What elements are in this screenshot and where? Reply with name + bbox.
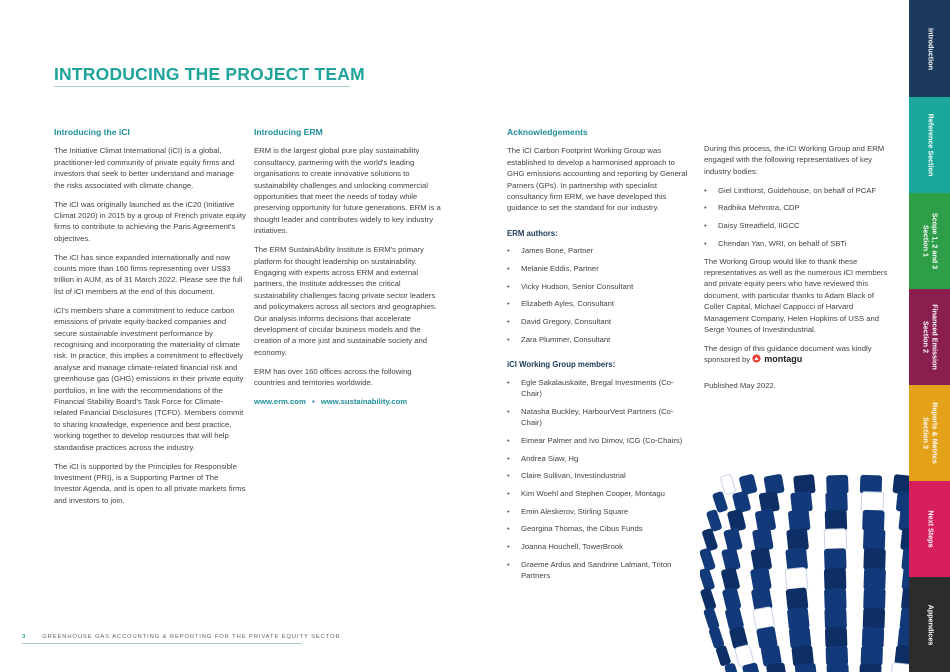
- globe-tile: [824, 608, 847, 630]
- ici-heading: Introducing the iCI: [54, 127, 130, 137]
- list-item: • Claire Sullivan, Investindustrial: [507, 470, 690, 481]
- globe-tile: [720, 567, 740, 592]
- acknowledgements-intro: The iCI Carbon Footprint Working Group was established to develop a harmonised approach to GHG emissions accounting and reporting by General Parners (GPs). In partnership with specialist consultancy firm ERM, we have developed this guidance to set the standard for our industry.: [507, 146, 688, 213]
- globe-tile: [860, 475, 882, 495]
- tab-label: Next Steps: [925, 510, 935, 548]
- tab-label: Appendices: [925, 604, 935, 645]
- erm-authors-heading: ERM authors:: [507, 228, 558, 238]
- globe-tile: [715, 645, 731, 667]
- tab-label: Introduction: [925, 27, 935, 70]
- globe-tile: [708, 626, 725, 649]
- globe-tile: [891, 663, 910, 672]
- globe-tiles: [700, 474, 910, 672]
- ici-paragraph: The iCI has since expanded internationally and now counts more than 160 firms representing over US$3 trillion in AUM, as of 31 March 2022. Please see the full list of iCI members at the end of this document.: [54, 252, 243, 296]
- globe-tile: [824, 548, 847, 571]
- tab-reference-section[interactable]: [909, 97, 950, 193]
- montagu-wordmark: montagu: [764, 354, 803, 365]
- published-date: Published May 2022.: [704, 380, 776, 390]
- globe-tile: [824, 529, 847, 551]
- working-group-list: [507, 377, 690, 582]
- tab-label: Scope 1, 2 and 3 Section 1: [921, 212, 940, 270]
- footer-divider: [22, 643, 302, 644]
- globe-tile: [720, 474, 736, 495]
- sustainability-website-link[interactable]: www.sustainability.com: [320, 397, 408, 407]
- list-item: • Eimear Palmer and Ivo Dimov, ICG (Co-Chairs): [507, 435, 690, 446]
- acknowledgements-section: [507, 127, 690, 588]
- acknowledgements-heading: Acknowledgements: [507, 127, 588, 137]
- tab-label: Reference Section: [925, 113, 935, 177]
- thanks-paragraph: The Working Group would like to thank these representatives as well as the numerous iCI members and private equity peers who have reviewed this document, with particular thanks to Adam Black of Coller Capital, Michael Cappucci of Harvard Management Company, Helen Hopkins of USS and Serge Younes of Investindustrial.: [704, 256, 888, 334]
- globe-tile: [824, 588, 847, 611]
- list-item: • Giel Linthorst, Guidehouse, on behalf of PCAF: [704, 185, 889, 196]
- page-title: INTRODUCING THE PROJECT TEAM: [54, 64, 365, 84]
- working-group-heading: iCI Working Group members:: [507, 360, 616, 370]
- list-item: • Graeme Ardus and Sandrine Lalmant, Triton Partners: [507, 559, 690, 582]
- ici-paragraph: iCI's members share a commitment to reduce carbon emissions of private equity-backed companies and secure sustainable investment performance by recognising and incorporating the materiality of climate risk. In practice, this implies a commitment to effectively analyse and manage climate-related financial risk and greenhouse gas (GHG) emissions in their private equity portfolios, in line with the recommendations of the Financial Stability Board's Task Force for Climate-related Financial Disclosures (TCFD). Members commit to sharing knowledge, experience and best practice, working together to develop resources that will help standardise practices across the industry.: [54, 305, 244, 452]
- globe-tile: [863, 548, 886, 571]
- list-item: • Chendan Yan, WRI, on behalf of SBTi: [704, 238, 889, 249]
- list-item: • Daisy Streatfield, IIGCC: [704, 220, 889, 231]
- erm-authors-list: [507, 245, 690, 345]
- tab-appendices[interactable]: [909, 577, 950, 672]
- sponsor-paragraph: [704, 343, 889, 366]
- list-item: • Zara Plummer, Consultant: [507, 334, 690, 345]
- globe-tile: [863, 529, 886, 551]
- process-intro: During this process, the iCI Working Group and ERM engaged with the following representatives of key industry bodies:: [704, 144, 885, 176]
- list-item: • David Gregory, Consultant: [507, 316, 690, 327]
- ici-paragraph: The Initiative Climat International (iCI) is a global, practitioner-led community of private equity firms and investors that seek to better understand and manage the risks associated with climate change.: [54, 146, 235, 190]
- erm-paragraph: ERM is the largest global pure play sustainability consultancy, partnering with the world's leading organisations to create innovative solutions to sustainability challenges and unlocking commercial opportunities that meet the needs of today while preserving opportunity for future generations. ERM is a thought leader and contributes widely to key industry initiatives.: [254, 146, 441, 236]
- list-item: • Egle Sakalauskaite, Bregal Investments (Co-Chair): [507, 377, 690, 400]
- list-item: • Radhika Mehrotra, CDP: [704, 202, 889, 213]
- montagu-logo: [752, 354, 802, 364]
- erm-paragraph: The ERM SustainAbility Institute is ERM's primary platform for thought leadership on sustainability. Engaging with experts across ERM and external partners, the Institute addresses the critical sustainability challenges facing private sector leaders and policymakers across all sectors and geographies. Our analysis informs decisions that accelerate development of circular business models and the creation of a more just and sustainable society and economy.: [254, 245, 437, 357]
- process-section: [704, 143, 889, 399]
- globe-tile: [826, 475, 849, 495]
- globe-tile: [863, 568, 886, 591]
- globe-tile: [825, 492, 848, 513]
- globe-tile: [859, 663, 881, 672]
- globe-graphic: [700, 385, 910, 672]
- tab-next-steps[interactable]: [909, 481, 950, 577]
- list-item: • Natasha Buckley, HarbourVest Partners (Co-Chair): [507, 406, 690, 429]
- globe-tile: [790, 491, 813, 513]
- section-nav: [909, 0, 950, 672]
- tab-label: Financed Emission Section 2: [921, 304, 940, 370]
- list-item: • Melanie Eddis, Partner: [507, 263, 690, 274]
- globe-tile: [863, 588, 886, 611]
- globe-tile: [862, 627, 885, 648]
- footer: [22, 634, 341, 640]
- page-number: 3: [22, 634, 26, 640]
- globe-tile: [700, 567, 715, 591]
- erm-links: [254, 396, 441, 407]
- list-item: • Elizabeth Ayles, Consultant: [507, 298, 690, 309]
- list-item: • James Bone, Partner: [507, 245, 690, 256]
- link-separator: •: [311, 397, 315, 407]
- tab-label: Reports & Metrics Section 3: [921, 402, 940, 464]
- montagu-mark-icon: [752, 354, 761, 363]
- sponsor-text: The design of this guidance document was kindly sponsored by: [704, 343, 872, 365]
- globe-tile: [786, 528, 809, 552]
- list-item: • Emin Aleskerov, Stirling Square: [507, 506, 690, 517]
- globe-tile: [750, 567, 772, 592]
- ici-paragraph: The iCI is supported by the Principles for Responsible Investment (PRI), is a Supporting Partner of The Investor Agenda, and is open to all private markets firms and investors to join.: [54, 461, 246, 505]
- globe-tile: [825, 627, 848, 648]
- list-item: • Kim Woehl and Stephen Cooper, Montagu: [507, 488, 690, 499]
- tab-introduction[interactable]: [909, 0, 950, 97]
- globe-tile: [788, 509, 811, 532]
- globe-tile: [861, 646, 883, 666]
- footer-title: GREENHOUSE GAS ACCOUNTING & REPORTING FOR THE PRIVATE EQUITY SECTOR: [42, 634, 341, 640]
- globe-tile: [785, 567, 808, 591]
- globe-tile: [862, 510, 885, 532]
- ici-section: [54, 127, 246, 514]
- tab-reports-metrics-section-3[interactable]: [909, 385, 950, 481]
- globe-tile: [863, 608, 886, 630]
- tab-scope-section-1[interactable]: [909, 193, 950, 289]
- representatives-list: [704, 185, 889, 250]
- globe-tile: [703, 607, 720, 631]
- globe-tile: [826, 663, 849, 672]
- erm-website-link[interactable]: www.erm.com: [254, 397, 306, 407]
- globe-tile: [701, 528, 718, 552]
- globe-tile: [700, 587, 717, 611]
- ici-paragraph: The iCI was originally launched as the iC20 (Initiative Climat 2020) in 2015 by a group of French private equity firms to contribute to achieving the Paris Agreement's objectives.: [54, 199, 246, 243]
- erm-paragraph: ERM has over 160 offices across the following countries and territories worldwide.: [254, 366, 412, 388]
- globe-tile: [825, 510, 848, 532]
- list-item: • Andrea Siaw, Hg: [507, 453, 690, 464]
- title-divider: [54, 86, 350, 87]
- tab-financed-emission-section-2[interactable]: [909, 289, 950, 385]
- globe-tile: [700, 547, 716, 571]
- erm-section: [254, 127, 441, 415]
- globe-tile: [861, 492, 883, 513]
- list-item: • Joanna Houchell, TowerBrook: [507, 541, 690, 552]
- list-item: • Vicky Hudson, Senior Consultant: [507, 281, 690, 292]
- erm-heading: Introducing ERM: [254, 127, 323, 137]
- list-item: • Georgina Thomas, the Cibus Funds: [507, 523, 690, 534]
- globe-tile: [824, 568, 847, 591]
- globe-tile: [826, 646, 849, 666]
